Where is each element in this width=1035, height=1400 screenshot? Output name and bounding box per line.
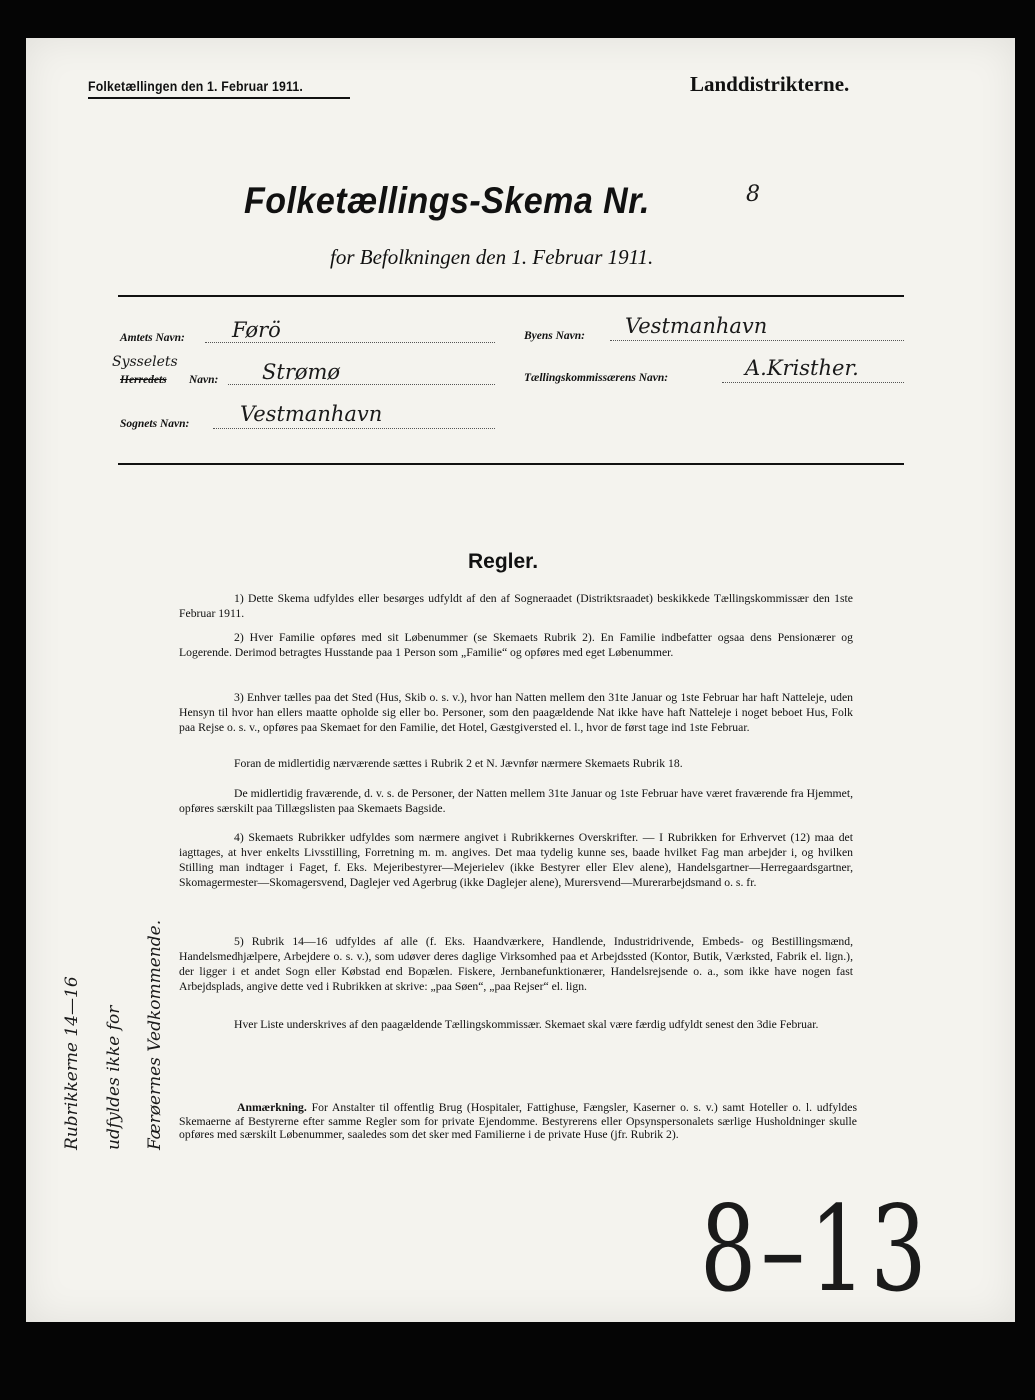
rule-5-text: 5) Rubrik 14—16 udfyldes af alle (f. Eks. Haandværkere, Handlende, Industridrivende, Embeds- og Bestillingsmænd, Handelsmedhjælpere, Arbejdere o. s. v.), som udøver deres daglige Virksomhed paa et Arbejdssted (Kontor, Butik, Værksted, Fabrik el. lign.), der ligger i et andet Sogn eller Købstad end Bopælen. Fiskere, Jernbanefunktionærer, Handelsrejsende o. a., som ikke have nogen fast Arbejdsplads, angive dette ved i Rubrikken at skrive: „paa Søen“, „paa Rejser“ el. lign. — [179, 935, 853, 993]
divider-bottom — [118, 463, 904, 465]
header-right: Landdistrikterne. — [690, 72, 850, 96]
sogn-value: Vestmanhavn — [240, 402, 383, 426]
by-label: Byens Navn: — [524, 330, 586, 342]
rule-4 — [179, 830, 853, 890]
rule-5b-text: Hver Liste underskrives af den paagældende Tællingskommissær. Skemaet skal være færdig udfyldt senest den 3die Februar. — [234, 1018, 819, 1031]
by-dotted-line — [610, 340, 904, 341]
header-left: Folketællingen den 1. Februar 1911. — [88, 78, 303, 94]
herred-value: Strømø — [262, 360, 341, 384]
margin-note-line-3: Færøernes Vedkommende. — [145, 919, 165, 1150]
rule-3b — [179, 756, 853, 771]
margin-note-line-1: Rubrikkerne 14—16 — [62, 976, 82, 1150]
form-title: Folketællings-Skema Nr. — [244, 180, 650, 221]
form-subtitle: for Befolkningen den 1. Februar 1911. — [330, 245, 654, 269]
rule-1-text: 1) Dette Skema udfyldes eller besørges udfyldt af den af Sogneraadet (Distriktsraadet) beskikkede Tællingskommissær den 1ste Februar 1911. — [179, 592, 853, 620]
kommissaer-dotted-line — [722, 382, 904, 383]
rule-5 — [179, 934, 853, 994]
herred-label: Navn: — [189, 374, 219, 386]
herred-dotted-line — [228, 384, 495, 385]
rule-3c-text: De midlertidig fraværende, d. v. s. de Personer, der Natten mellem 31te Januar og 1ste Februar have været fraværende fra Hjemmet, opføres særskilt paa Tillægslisten paa Skemaets Bagside. — [179, 787, 853, 815]
kommissaer-label: Tællingskommissærens Navn: — [524, 372, 669, 384]
header-left-underline — [88, 97, 350, 99]
rule-2-text: 2) Hver Familie opføres med sit Løbenummer (se Skemaets Rubrik 2). En Familie indbefatter ogsaa dens Pensionærer og Logerende. Derimod betragtes Husstande paa 1 Person som „Familie“ og opføres med eget Løbenummer. — [179, 631, 853, 659]
note-label: Anmærkning. — [237, 1101, 307, 1114]
rule-4-text: 4) Skemaets Rubrikker udfyldes som nærmere angivet i Rubrikkernes Overskrifter. — I Rubrikken for Erhvervet (12) maa det iagttages, at hver enkelts Livsstilling, Forretning m. m. angives. Det maa tydelig kunne ses, baade hvilket Fag man arbejder i, og hvilken Stilling man indtager i Faget, f. Eks. Mejeribestyrer—Mejerielev (ikke Bestyrer eller Elev alene), Handelsgartner—Herregaardsgartner, Skomagermester—Skomagersvend, Daglejer ved Agerbrug (ikke Daglejer alene), Murersvend—Murerarbejdsmand o. s. fr. — [179, 831, 853, 889]
rule-3b-text: Foran de midlertidig nærværende sættes i Rubrik 2 et N. Jævnfør nærmere Skemaets Rubrik 18. — [234, 757, 683, 770]
herred-label-struck: Herredets — [120, 374, 167, 386]
annotation-note — [179, 1101, 857, 1142]
handwritten-range-number: 8–13 — [700, 1180, 932, 1318]
rule-5b — [179, 1017, 853, 1032]
rule-2 — [179, 630, 853, 660]
herred-handwritten-overwrite: Sysselets — [112, 354, 178, 370]
by-value: Vestmanhavn — [625, 314, 768, 338]
sogn-label: Sognets Navn: — [120, 418, 190, 430]
rule-3c — [179, 786, 853, 816]
rule-3-text: 3) Enhver tælles paa det Sted (Hus, Skib o. s. v.), hvor han Natten mellem den 31te Januar og 1ste Februar har haft Natteleje, uden Hensyn til hvor han ellers maatte opholde sig eller bo. Personer, som den paagældende Nat ikke have haft Natteleje i noget beboet Hus, Folk paa Rejse o. s. v., opføres paa Skemaet for den Familie, det Hotel, Gæstgiversted el. l., hvor de først tage ind 1ste Februar. — [179, 691, 853, 734]
rules-heading: Regler. — [468, 550, 539, 573]
kommissaer-value: A.Kristher. — [745, 356, 859, 380]
amt-value: Førö — [232, 318, 281, 342]
rule-3 — [179, 690, 853, 735]
amt-label: Amtets Navn: — [120, 332, 185, 344]
amt-dotted-line — [205, 342, 495, 343]
margin-note-line-2: udfyldes ikke for — [104, 1005, 124, 1150]
note-text: For Anstalter til offentlig Brug (Hospitaler, Fattighuse, Fængsler, Kaserner o. s. v.) samt Hoteller o. l. udfyldes Skemaerne af Bestyrerne efter samme Regler som for private Ejendomme. Bestyrerens eller Opsynspersonalets særlige Husholdninger skulle opføres med særskilt Løbenummer, saaledes som det sker med Familierne i de private Huse (jfr. Rubrik 2). — [179, 1101, 858, 1141]
sogn-dotted-line — [213, 428, 495, 429]
rule-1 — [179, 591, 853, 621]
form-number: 8 — [746, 182, 760, 207]
divider-top — [118, 295, 904, 297]
